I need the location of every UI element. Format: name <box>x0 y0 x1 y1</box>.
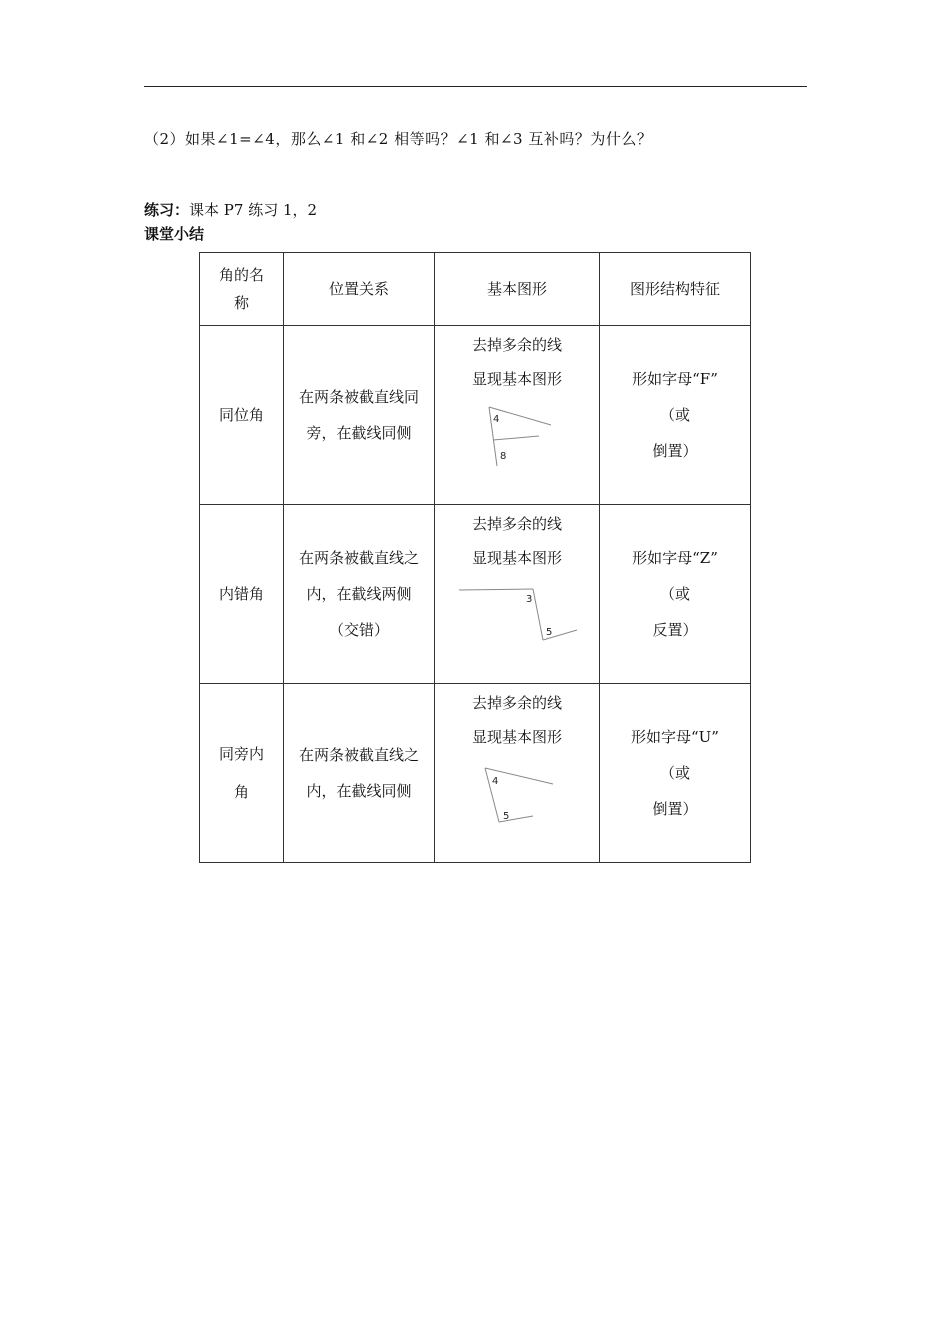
feature-line: 反置） <box>652 621 698 639</box>
figure-cell <box>435 684 600 863</box>
angle-label: 4 <box>493 414 500 425</box>
feature-line: （或 <box>659 764 690 782</box>
practice-label: 练习： <box>144 201 190 219</box>
angle-label: 5 <box>503 811 510 822</box>
angle-name: 同位角 <box>200 326 284 505</box>
table-row <box>200 505 751 684</box>
summary-title: 课堂小结 <box>144 225 205 243</box>
relation-cell <box>284 505 435 684</box>
practice-line <box>144 199 317 220</box>
figure-caption: 去掉多余的线 <box>471 336 562 354</box>
relation-line: （交错） <box>328 621 389 639</box>
summary-table <box>199 252 751 863</box>
angle-label: 8 <box>500 451 507 462</box>
feature-cell <box>600 505 751 684</box>
relation-line: 内，在截线两侧 <box>306 585 412 603</box>
relation-cell <box>284 326 435 505</box>
relation-line: 在两条被截直线之 <box>298 746 419 764</box>
relation-line: 内，在截线同侧 <box>306 782 412 800</box>
interior-angle-figure <box>437 754 597 834</box>
relation-line: 在两条被截直线同 <box>298 388 419 406</box>
angle-label: 5 <box>546 627 553 638</box>
feature-cell <box>600 684 751 863</box>
figure-caption: 去掉多余的线 <box>471 694 562 712</box>
relation-line: 在两条被截直线之 <box>298 549 419 567</box>
feature-line: 形如字母“U” <box>631 728 719 746</box>
relation-cell <box>284 684 435 863</box>
figure-caption: 显现基本图形 <box>471 370 562 388</box>
practice-text: 课本 P7 练习 1，2 <box>189 201 318 219</box>
figure-cell <box>435 326 600 505</box>
figure-caption: 显现基本图形 <box>471 728 562 746</box>
angle-name: 同旁内角 <box>200 684 284 863</box>
table-row <box>200 326 751 505</box>
figure-cell <box>435 505 600 684</box>
figure-caption: 显现基本图形 <box>471 549 562 567</box>
feature-line: （或 <box>659 406 690 424</box>
angle-label: 4 <box>492 776 499 787</box>
feature-line: 倒置） <box>652 442 698 460</box>
feature-line: （或 <box>659 585 690 603</box>
header-figure: 基本图形 <box>435 253 600 326</box>
figure-caption: 去掉多余的线 <box>471 515 562 533</box>
header-angle-name: 角的名称 <box>200 253 284 326</box>
feature-line: 形如字母“F” <box>632 370 718 388</box>
question-text: （2）如果∠1=∠4，那么∠1 和∠2 相等吗？∠1 和∠3 互补吗？为什么？ <box>144 130 653 148</box>
corresponding-angle-figure <box>437 396 597 476</box>
feature-line: 形如字母“Z” <box>632 549 718 567</box>
header-rule <box>144 86 807 87</box>
table-row <box>200 684 751 863</box>
relation-line: 旁，在截线同侧 <box>306 424 412 442</box>
alternate-angle-figure <box>437 575 597 655</box>
header-feature: 图形结构特征 <box>600 253 751 326</box>
table-header-row <box>200 253 751 326</box>
angle-name: 内错角 <box>200 505 284 684</box>
angle-label: 3 <box>526 594 533 605</box>
header-relation: 位置关系 <box>284 253 435 326</box>
feature-cell <box>600 326 751 505</box>
feature-line: 倒置） <box>652 800 698 818</box>
